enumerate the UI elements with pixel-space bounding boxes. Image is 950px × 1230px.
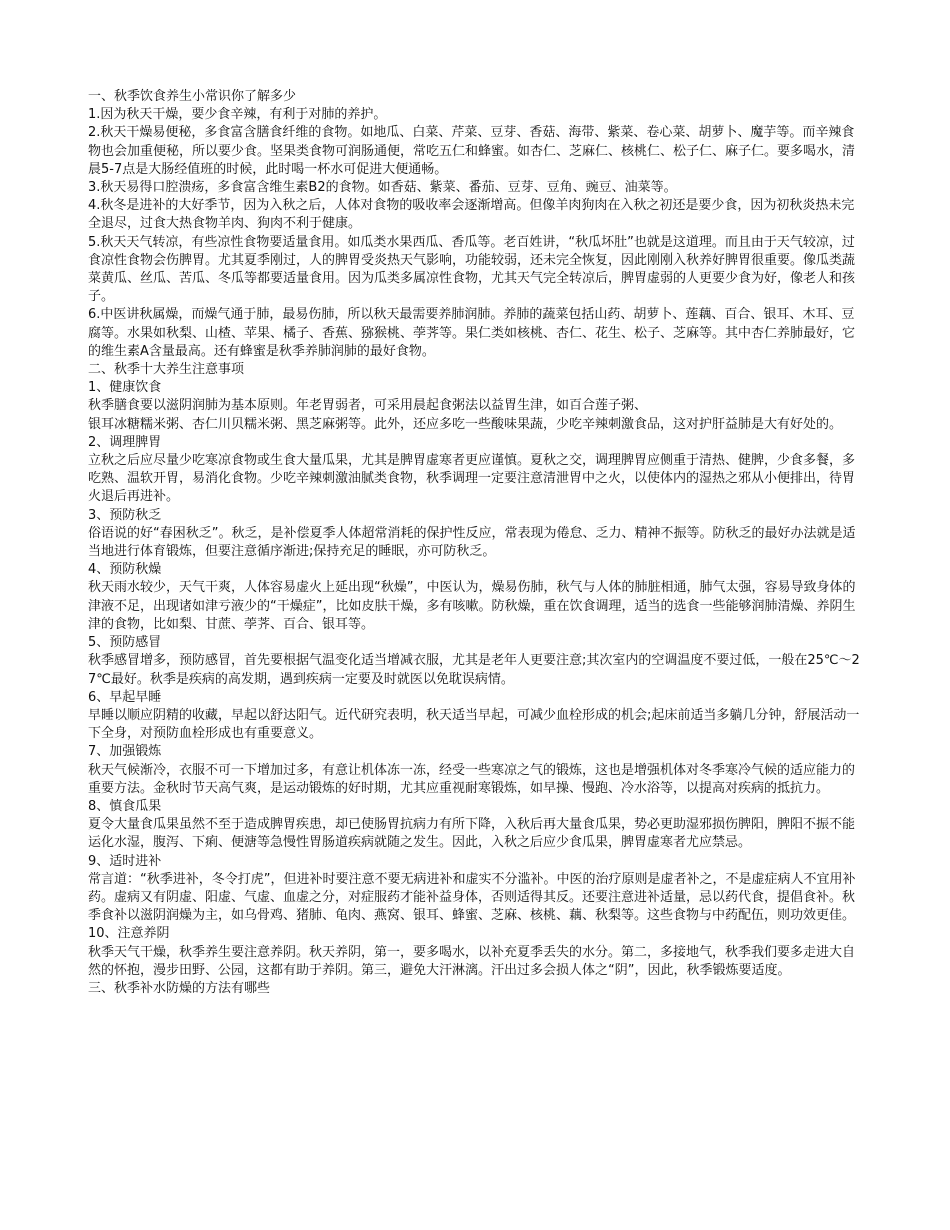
section-2-item-body: 秋天雨水较少，天气干爽，人体容易虚火上延出现“秋燥”，中医认为，燥易伤肺，秋气与人体的肺脏相通，肺气太强，容易导致身体的津液不足，出现诸如津亏液少的“干燥症”，比如皮肤干燥，多有咳嗽。防秋燥，重在饮食调理，适当的选食一些能够润肺清燥、养阴生津的食物，比如梨、甘蔗、荸荠、百合、银耳等。 [88, 580, 856, 632]
section-2-item-heading: 7、加强锻炼 [88, 744, 162, 760]
section-2-item-body: 夏令大量食瓜果虽然不至于造成脾胃疾患，却已使肠胃抗病力有所下降，入秋后再大量食瓜果，势必更助湿邪损伤脾阳，脾阳不振不能运化水湿，腹泻、下痢、便溏等急慢性胃肠道疾病就随之发生。因此，入秋之后应少食瓜果，脾胃虚寒者尤应禁忌。 [88, 817, 856, 851]
section-2-item-body: 常言道：“秋季进补，冬令打虎”，但进补时要注意不要无病进补和虚实不分滥补。中医的治疗原则是虚者补之，不是虚症病人不宜用补药。虚病又有阴虚、阳虚、气虚、血虚之分，对症服药才能补益身体，否则适得其反。还要注意进补适量，忌以药代食，提倡食补。秋季食补以滋阴润燥为主，如乌骨鸡、猪肺、龟肉、燕窝、银耳、蜂蜜、芝麻、核桃、藕、秋梨等。这些食物与中药配伍，则功效更佳。 [88, 871, 856, 924]
section-1-title: 一、秋季饮食养生小常识你了解多少 [88, 89, 297, 104]
section-2-item-heading: 6、早起早睡 [88, 689, 162, 705]
section-2-item-heading: 4、预防秋燥 [88, 562, 162, 578]
section-3-title: 三、秋季补水防燥的方法有哪些 [88, 980, 271, 996]
section-2-item-heading: 2、调理脾胃 [88, 434, 162, 450]
section-1-item: 1.因为秋天干燥，要少食辛辣，有利于对肺的养护。 [88, 107, 387, 123]
document-page [88, 88, 862, 998]
section-2-item-body: 秋季感冒增多，预防感冒，首先要根据气温变化适当增减衣服，尤其是老年人更要注意;其次室内的空调温度不要过低，一般在25℃～27℃最好。秋季是疾病的高发期，遇到疾病一定要及时就医以免耽误病情。 [88, 653, 860, 687]
section-2-item-body: 秋季膳食要以滋阴润肺为基本原则。年老胃弱者，可采用晨起食粥法以益胃生津，如百合莲子粥、 银耳冰糖糯米粥、杏仁川贝糯米粥、黑芝麻粥等。此外，还应多吃一些酸味果蔬，少吃辛辣刺激食品，这对护肝益肺是大有好处的。 [88, 398, 843, 432]
section-2-item-body: 秋季天气干燥，秋季养生要注意养阴。秋天养阴，第一，要多喝水，以补充夏季丢失的水分。第二，多接地气，秋季我们要多走进大自然的怀抱，漫步田野、公园，这都有助于养阴。第三，避免大汗淋漓。汗出过多会损人体之“阴”，因此，秋季锻炼要适度。 [88, 944, 856, 978]
section-2-item-heading: 1、健康饮食 [88, 380, 162, 396]
section-1-item: 2.秋天干燥易便秘，多食富含膳食纤维的食物。如地瓜、白菜、芹菜、豆芽、香菇、海带、紫菜、卷心菜、胡萝卜、魔芋等。而辛辣食物也会加重便秘，所以要少食。坚果类食物可润肠通便，常吃五仁和蜂蜜。如杏仁、芝麻仁、核桃仁、松子仁、麻子仁。要多喝水，清晨5-7点是大肠经值班的时候，此时喝一杯水可促进大便通畅。 [88, 125, 856, 177]
section-1-item: 5.秋天天气转凉，有些凉性食物要适量食用。如瓜类水果西瓜、香瓜等。老百姓讲，“秋瓜坏肚”也就是这道理。而且由于天气较凉，过食凉性食物会伤脾胃。尤其夏季刚过，人的脾胃受炎热天气影响，功能较弱，还未完全恢复，因此刚刚入秋养好脾胃很重要。像瓜类蔬菜黄瓜、丝瓜、苦瓜、冬瓜等都要适量食用。因为瓜类多属凉性食物，尤其天气完全转凉后，脾胃虚弱的人更要少食为好，像老人和孩子。 [88, 234, 856, 305]
section-2-title: 二、秋季十大养生注意事项 [88, 362, 245, 378]
section-1-item: 6.中医讲秋属燥，而燥气通于肺，最易伤肺，所以秋天最需要养肺润肺。养肺的蔬菜包括山药、胡萝卜、莲藕、百合、银耳、木耳、豆腐等。水果如秋梨、山楂、苹果、橘子、香蕉、猕猴桃、荸荠等。果仁类如核桃、杏仁、花生、松子、芝麻等。其中杏仁养肺最好，它的维生素A含量最高。还有蜂蜜是秋季养肺润肺的最好食物。 [88, 307, 856, 359]
section-2-item-heading: 8、慎食瓜果 [88, 798, 162, 814]
section-1-item: 4.秋冬是进补的大好季节，因为入秋之后，人体对食物的吸收率会逐渐增高。但像羊肉狗肉在入秋之初还是要少食，因为初秋炎热未完全退尽，过食大热食物羊肉、狗肉不利于健康。 [88, 198, 855, 232]
section-2-item-heading: 3、预防秋乏 [88, 507, 162, 523]
section-2-item-heading: 9、适时进补 [88, 853, 162, 869]
section-2-item-body: 秋天气候渐冷，衣服不可一下增加过多，有意让机体冻一冻，经受一些寒凉之气的锻炼，这也是增强机体对冬季寒冷气候的适应能力的重要方法。金秋时节天高气爽，是运动锻炼的好时期，尤其应重视耐寒锻炼，如早操、慢跑、冷水浴等，以提高对疾病的抵抗力。 [88, 762, 856, 796]
section-2-item-heading: 5、预防感冒 [88, 635, 162, 651]
section-2-item-body: 早睡以顺应阴精的收藏，早起以舒达阳气。近代研究表明，秋天适当早起，可减少血栓形成的机会;起床前适当多躺几分钟，舒展活动一下全身，对预防血栓形成也有重要意义。 [88, 707, 860, 742]
section-2-item-heading: 10、注意养阴 [88, 926, 170, 942]
section-2-item-body: 俗语说的好“春困秋乏”。秋乏，是补偿夏季人体超常消耗的保护性反应，常表现为倦怠、乏力、精神不振等。防秋乏的最好办法就是适当地进行体育锻炼，但要注意循序渐进;保持充足的睡眠，亦可防秋乏。 [88, 525, 856, 560]
section-2-item-body: 立秋之后应尽量少吃寒凉食物或生食大量瓜果，尤其是脾胃虚寒者更应谨慎。夏秋之交，调理脾胃应侧重于清热、健脾，少食多餐，多吃熟、温软开胃，易消化食物。少吃辛辣刺激油腻类食物，秋季调理一定要注意清泄胃中之火，以使体内的湿热之邪从小便排出，待胃火退后再进补。 [88, 453, 856, 505]
section-1-item: 3.秋天易得口腔溃疡，多食富含维生素B2的食物。如香菇、紫菜、番茄、豆芽、豆角、豌豆、油菜等。 [88, 180, 677, 196]
